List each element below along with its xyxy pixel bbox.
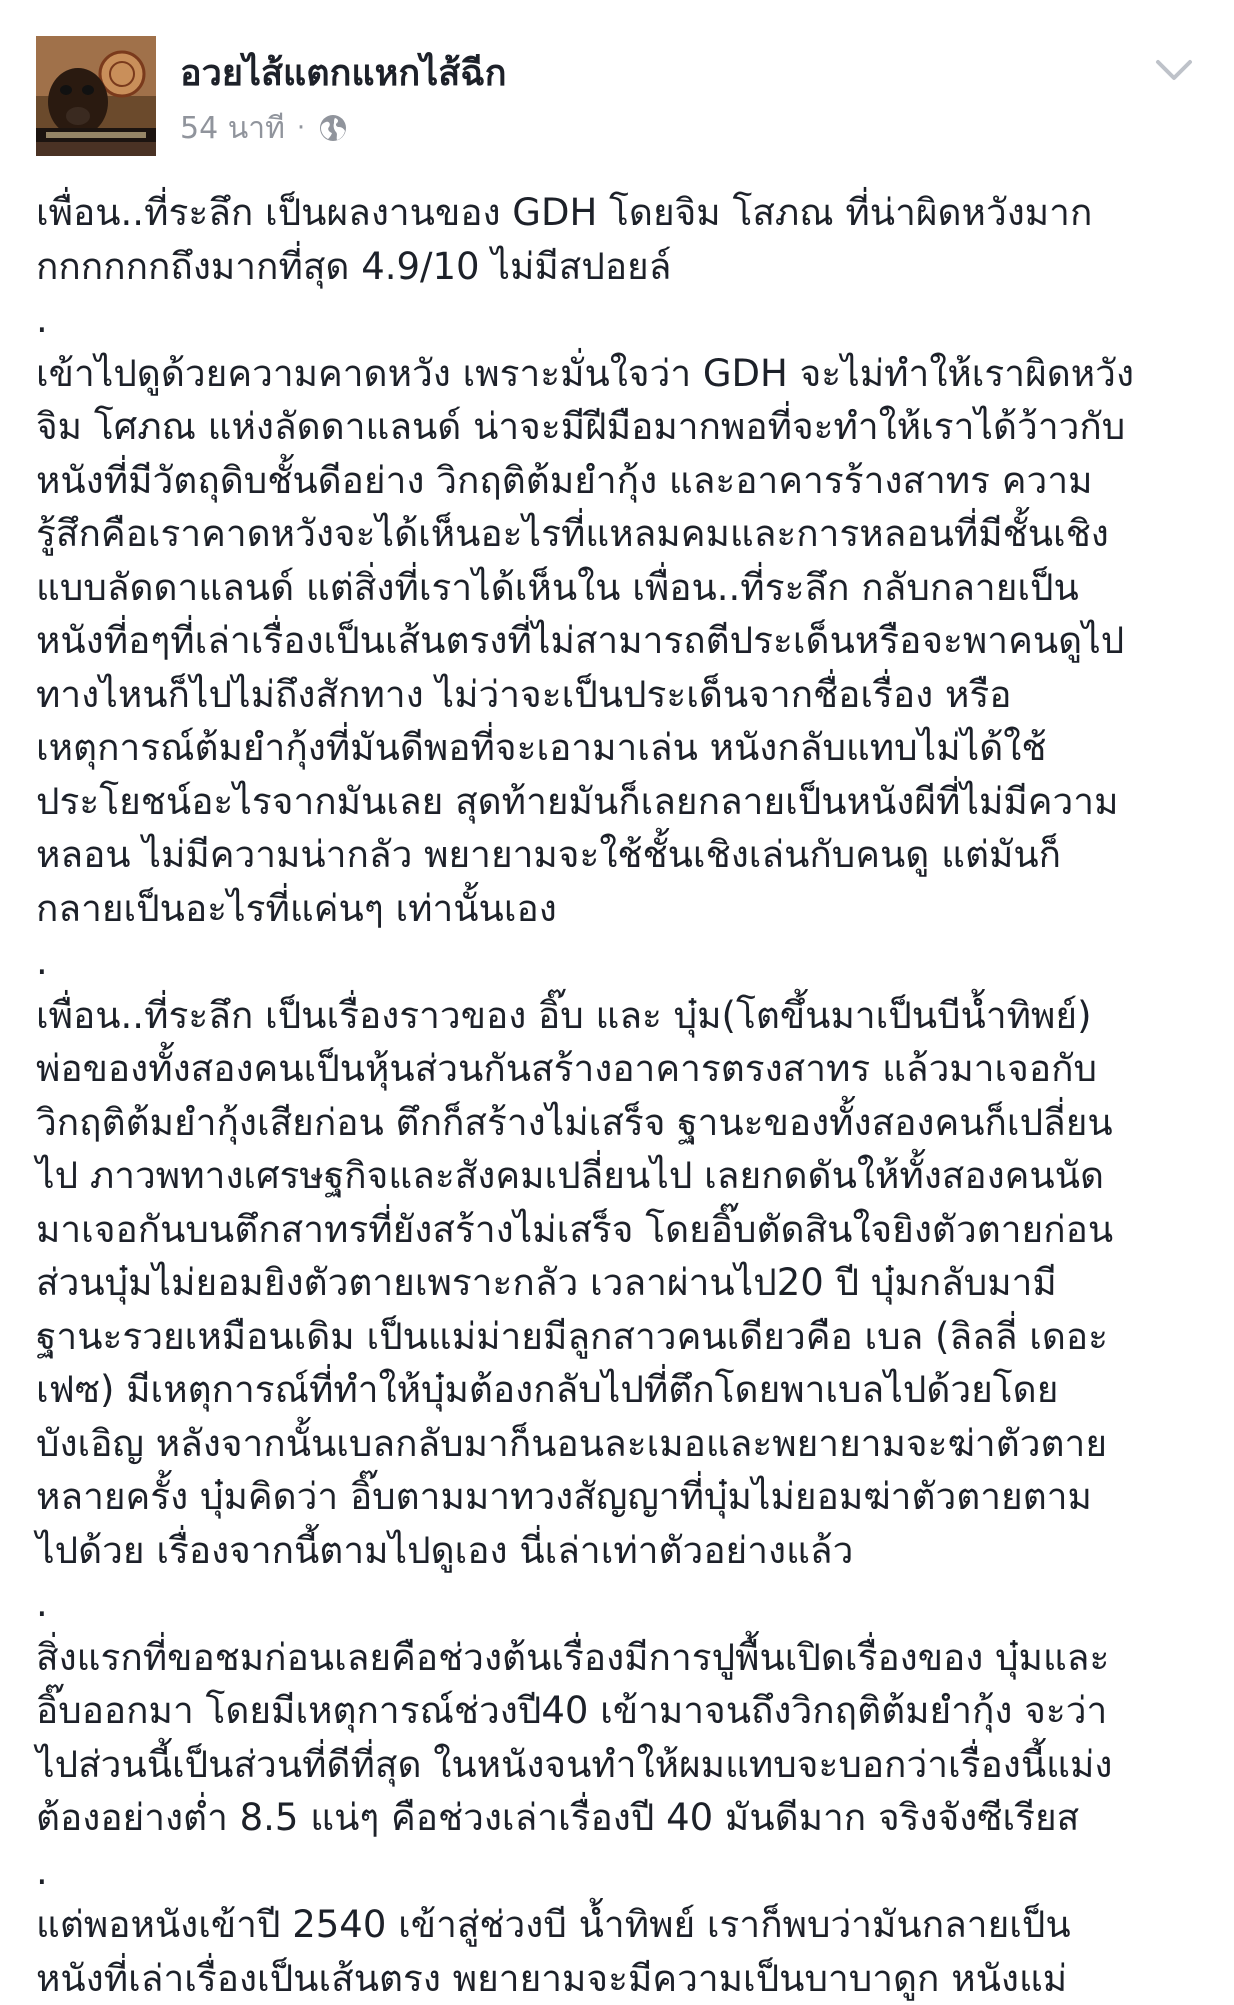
post-text-line: . [36,935,1204,989]
page-avatar-image [36,36,156,156]
post-text-line: ไปส่วนนี้เป็นส่วนที่ดีที่สุด ในหนังจนทำให้ผมแทบจะบอกว่าเรื่องนี้แม่ง [36,1738,1204,1792]
post-timestamp[interactable]: 54 นาที [180,105,285,152]
post-text-line: . [36,293,1204,347]
post-text-line: เพื่อน..ที่ระลึก เป็นผลงานของ GDH โดยจิม โสภณ ที่น่าผิดหวังมาก [36,186,1204,240]
post-meta [180,108,349,148]
post-text-line: ประโยชน์อะไรจากมันเลย สุดท้ายมันก็เลยกลายเป็นหนังผีที่ไม่มีความ [36,775,1204,829]
post-text-line: เหตุการณ์ต้มยำกุ้งที่มันดีพอที่จะเอามาเล่น หนังกลับแทบไม่ได้ใช้ [36,721,1204,775]
post-text-line: เฟซ) มีเหตุการณ์ที่ทำให้บุ๋มต้องกลับไปที่ตึกโดยพาเบลไปด้วยโดย [36,1363,1204,1417]
post-text-line: ส่วนบุ๋มไม่ยอมยิงตัวตายเพราะกลัว เวลาผ่านไป20 ปี บุ๋มกลับมามี [36,1256,1204,1310]
post-text-line: เข้าไปดูด้วยความคาดหวัง เพราะมั่นใจว่า GDH จะไม่ทำให้เราผิดหวัง [36,347,1204,401]
post-text-line: กกกกกกถึงมากที่สุด 4.9/10 ไม่มีสปอยล์ [36,240,1204,294]
post-text-line: หนังที่อๆที่เล่าเรื่องเป็นเส้นตรงที่ไม่สามารถตีประเด็นหรือจะพาคนดูไป [36,614,1204,668]
post-text-line: จิม โศภณ แห่งลัดดาแลนด์ น่าจะมีฝีมือมากพอที่จะทำให้เราได้ว้าวกับ [36,400,1204,454]
post-text-line: เพื่อน..ที่ระลึก เป็นเรื่องราวของ อิ๊บ และ บุ๋ม(โตขึ้นมาเป็นบีน้ำทิพย์) [36,989,1204,1043]
post-text-line: หนังที่เล่าเรื่องเป็นเส้นตรง พยายามจะมีความเป็นบาบาดูก หนังแม่ [36,1952,1204,2005]
post-header [36,36,1198,156]
post-text-line: ไปด้วย เรื่องจากนี้ตามไปดูเอง นี่เล่าเท่าตัวอย่างแล้ว [36,1524,1204,1578]
post-text-line: อิ๊บออกมา โดยมีเหตุการณ์ช่วงปี40 เข้ามาจนถึงวิกฤติต้มยำกุ้ง จะว่า [36,1684,1204,1738]
post-body [36,186,1204,2005]
post-text-line: พ่อของทั้งสองคนเป็นหุ้นส่วนกันสร้างอาคารตรงสาทร แล้วมาเจอกับ [36,1042,1204,1096]
post-text-line: ฐานะรวยเหมือนเดิม เป็นแม่ม่ายมีลูกสาวคนเดียวคือ เบล (ลิลลี่ เดอะ [36,1310,1204,1364]
post-text-line: กลายเป็นอะไรที่แค่นๆ เท่านั้นเอง [36,882,1204,936]
post-text-line: สิ่งแรกที่ขอชมก่อนเลยคือช่วงต้นเรื่องมีการปูพื้นเปิดเรื่องของ บุ๋มและ [36,1631,1204,1685]
page-name[interactable]: อวยไส้แตกแหกไส้ฉีก [180,44,507,101]
post-text-line: แต่พอหนังเข้าปี 2540 เข้าสู่ช่วงบี น้ำทิพย์ เราก็พบว่ามันกลายเป็น [36,1898,1204,1952]
post-text-line: ต้องอย่างต่ำ 8.5 แน่ๆ คือช่วงเล่าเรื่องปี 40 มันดีมาก จริงจังซีเรียส [36,1791,1204,1845]
post-text-line: บังเอิญ หลังจากนั้นเบลกลับมาก็นอนละเมอและพยายามจะฆ่าตัวตาย [36,1417,1204,1471]
post-text-line: ไป ภาวพทางเศรษฐกิจและสังคมเปลี่ยนไป เลยกดดันให้ทั้งสองคนนัด [36,1149,1204,1203]
post-text-line: . [36,1577,1204,1631]
post-text-line: หลอน ไม่มีความน่ากลัว พยายามจะใช้ชั้นเชิงเล่นกับคนดู แต่มันก็ [36,828,1204,882]
globe-icon [317,112,349,144]
post-text-line: วิกฤติต้มยำกุ้งเสียก่อน ตึกก็สร้างไม่เสร็จ ฐานะของทั้งสองคนก็เปลี่ยน [36,1096,1204,1150]
post-text-line: มาเจอกันบนตึกสาทรที่ยังสร้างไม่เสร็จ โดยอิ๊บตัดสินใจยิงตัวตายก่อน [36,1203,1204,1257]
meta-separator: · [297,113,305,143]
page-avatar[interactable] [36,36,156,156]
post-text-line: หลายครั้ง บุ๋มคิดว่า อิ๊บตามมาทวงสัญญาที่บุ๋มไม่ยอมฆ่าตัวตายตาม [36,1470,1204,1524]
post-text-line: รู้สึกคือเราคาดหวังจะได้เห็นอะไรที่แหลมคมและการหลอนที่มีชั้นเชิง [36,507,1204,561]
chevron-down-icon[interactable] [1152,48,1196,92]
post-text-line: แบบลัดดาแลนด์ แต่สิ่งที่เราได้เห็นใน เพื่อน..ที่ระลึก กลับกลายเป็น [36,561,1204,615]
post-text-line: หนังที่มีวัตถุดิบชั้นดีอย่าง วิกฤติต้มยำกุ้ง และอาคารร้างสาทร ความ [36,454,1204,508]
post-text-line: ทางไหนก็ไปไม่ถึงสักทาง ไม่ว่าจะเป็นประเด็นจากชื่อเรื่อง หรือ [36,668,1204,722]
post-text-line: . [36,1845,1204,1899]
